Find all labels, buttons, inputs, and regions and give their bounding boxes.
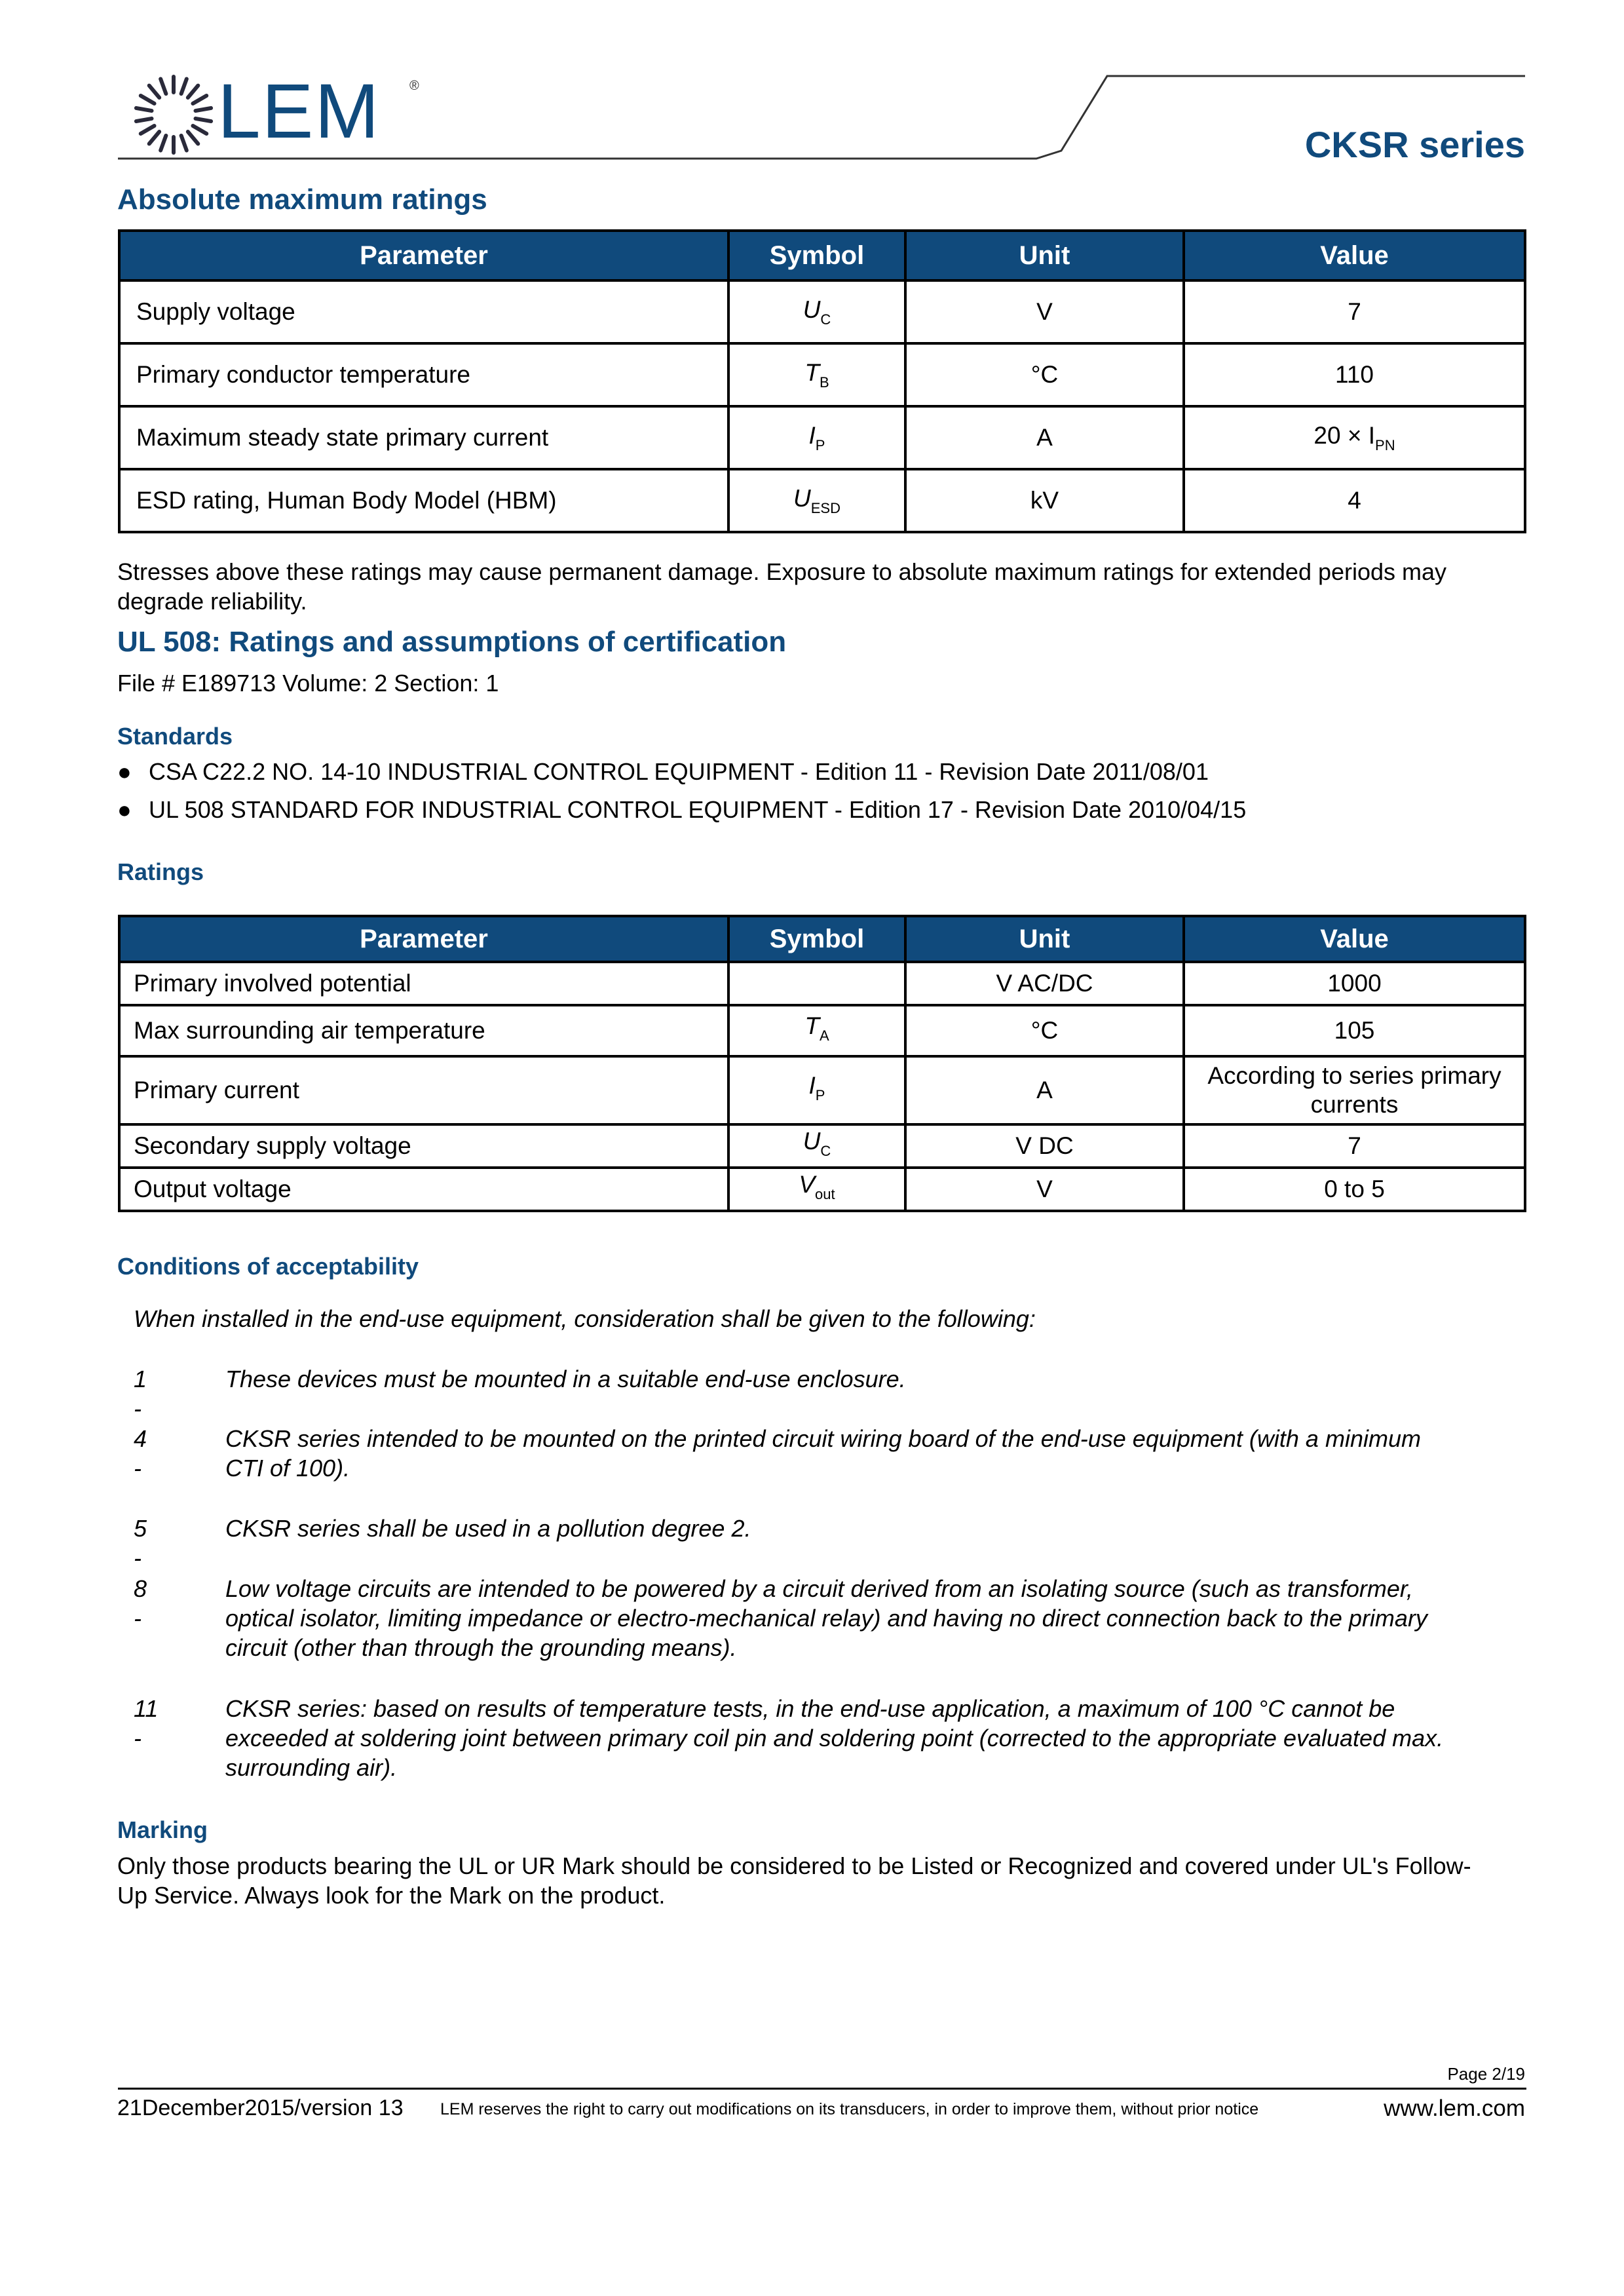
abs-max-note: Stresses above these ratings may cause permanent damage. Exposure to absolute maximum ratings for extended periods may degrade reliability.	[117, 558, 1447, 615]
table-row	[119, 343, 1525, 406]
symbol-cell: $U_C$	[728, 1124, 905, 1168]
param-cell: Max surrounding air temperature	[119, 1005, 728, 1056]
col-value: Value	[1184, 231, 1525, 280]
param-cell: Output voltage	[119, 1168, 728, 1211]
value-cell: 110	[1184, 343, 1525, 406]
symbol-cell: $T_A$	[728, 1005, 905, 1056]
table-row	[119, 1056, 1525, 1124]
value-cell: 1000	[1184, 962, 1525, 1005]
conditions-intro: When installed in the end-use equipment, consideration shall be given to the following:	[134, 1305, 1036, 1332]
param-cell: Primary current	[119, 1056, 728, 1124]
unit-cell: V DC	[905, 1124, 1184, 1168]
symbol-cell: $I_P$	[728, 406, 905, 469]
col-symbol: Symbol	[728, 916, 905, 962]
symbol-cell: $I_P$	[728, 1056, 905, 1124]
standards-list	[117, 758, 1246, 834]
ratings-table	[118, 915, 1526, 1212]
ul508-title: UL 508: Ratings and assumptions of certification	[117, 626, 787, 658]
page-number: Page 2/19	[1447, 2064, 1525, 2084]
col-parameter: Parameter	[119, 231, 728, 280]
footer-rule	[118, 2088, 1526, 2090]
marking-title: Marking	[117, 1816, 208, 1843]
col-unit: Unit	[905, 231, 1184, 280]
table-header-row	[119, 916, 1525, 962]
table-row	[119, 962, 1525, 1005]
col-symbol: Symbol	[728, 231, 905, 280]
website-link[interactable]: www.lem.com	[1384, 2095, 1525, 2121]
value-cell: According to series primary currents	[1184, 1056, 1525, 1124]
table-row	[119, 1168, 1525, 1211]
brand-name: LEM	[217, 68, 381, 155]
value-cell: 105	[1184, 1005, 1525, 1056]
table-row	[119, 406, 1525, 469]
value-cell: 7	[1184, 1124, 1525, 1168]
param-cell: Maximum steady state primary current	[119, 406, 728, 469]
abs-max-title: Absolute maximum ratings	[117, 183, 487, 216]
symbol-cell: $U_C$	[728, 280, 905, 343]
sunburst-icon	[128, 72, 219, 157]
registered-mark: ®	[409, 79, 419, 93]
file-info: File # E189713 Volume: 2 Section: 1	[117, 670, 499, 697]
value-cell: $20 \times I_{PN}$	[1184, 406, 1525, 469]
col-parameter: Parameter	[119, 916, 728, 962]
symbol-cell: $U_{ESD}$	[728, 469, 905, 532]
value-cell: 4	[1184, 469, 1525, 532]
disclaimer: LEM reserves the right to carry out modifications on its transducers, in order to improve them, without prior notice	[440, 2100, 1259, 2118]
col-value: Value	[1184, 916, 1525, 962]
bullet-icon: ●	[117, 758, 132, 785]
value-cell: 7	[1184, 280, 1525, 343]
symbol-cell: $V_{out}$	[728, 1168, 905, 1211]
unit-cell: A	[905, 1056, 1184, 1124]
unit-cell: A	[905, 406, 1184, 469]
bullet-icon: ●	[117, 796, 132, 823]
list-item: ● UL 508 STANDARD FOR INDUSTRIAL CONTROL EQUIPMENT - Edition 17 - Revision Date 2010/04/15	[117, 796, 1247, 823]
param-cell: Primary involved potential	[119, 962, 728, 1005]
marking-text: Only those products bearing the UL or UR Mark should be considered to be Listed or Recognized and covered under UL's Follow- Up Service. Always look for the Mark on the product.	[117, 1852, 1471, 1909]
lem-logo	[128, 68, 436, 155]
table-row	[119, 280, 1525, 343]
symbol-cell: $T_B$	[728, 343, 905, 406]
unit-cell: °C	[905, 1005, 1184, 1056]
symbol-cell	[728, 962, 905, 1005]
unit-cell: V AC/DC	[905, 962, 1184, 1005]
conditions-title: Conditions of acceptability	[117, 1253, 419, 1280]
unit-cell: kV	[905, 469, 1184, 532]
list-item: ● CSA C22.2 NO. 14-10 INDUSTRIAL CONTROL EQUIPMENT - Edition 11 - Revision Date 2011/08/01	[117, 758, 1209, 785]
ratings-title: Ratings	[117, 858, 204, 885]
date-version: 21December2015/version 13	[117, 2095, 404, 2120]
table-header-row	[119, 231, 1525, 280]
series-title: CKSR series	[1304, 124, 1525, 165]
table-row	[119, 469, 1525, 532]
unit-cell: V	[905, 1168, 1184, 1211]
abs-max-table	[118, 229, 1526, 533]
table-row	[119, 1124, 1525, 1168]
value-cell: 0 to 5	[1184, 1168, 1525, 1211]
param-cell: ESD rating, Human Body Model (HBM)	[119, 469, 728, 532]
unit-cell: °C	[905, 343, 1184, 406]
param-cell: Secondary supply voltage	[119, 1124, 728, 1168]
unit-cell: V	[905, 280, 1184, 343]
table-row	[119, 1005, 1525, 1056]
standards-title: Standards	[117, 723, 233, 750]
col-unit: Unit	[905, 916, 1184, 962]
param-cell: Supply voltage	[119, 280, 728, 343]
param-cell: Primary conductor temperature	[119, 343, 728, 406]
